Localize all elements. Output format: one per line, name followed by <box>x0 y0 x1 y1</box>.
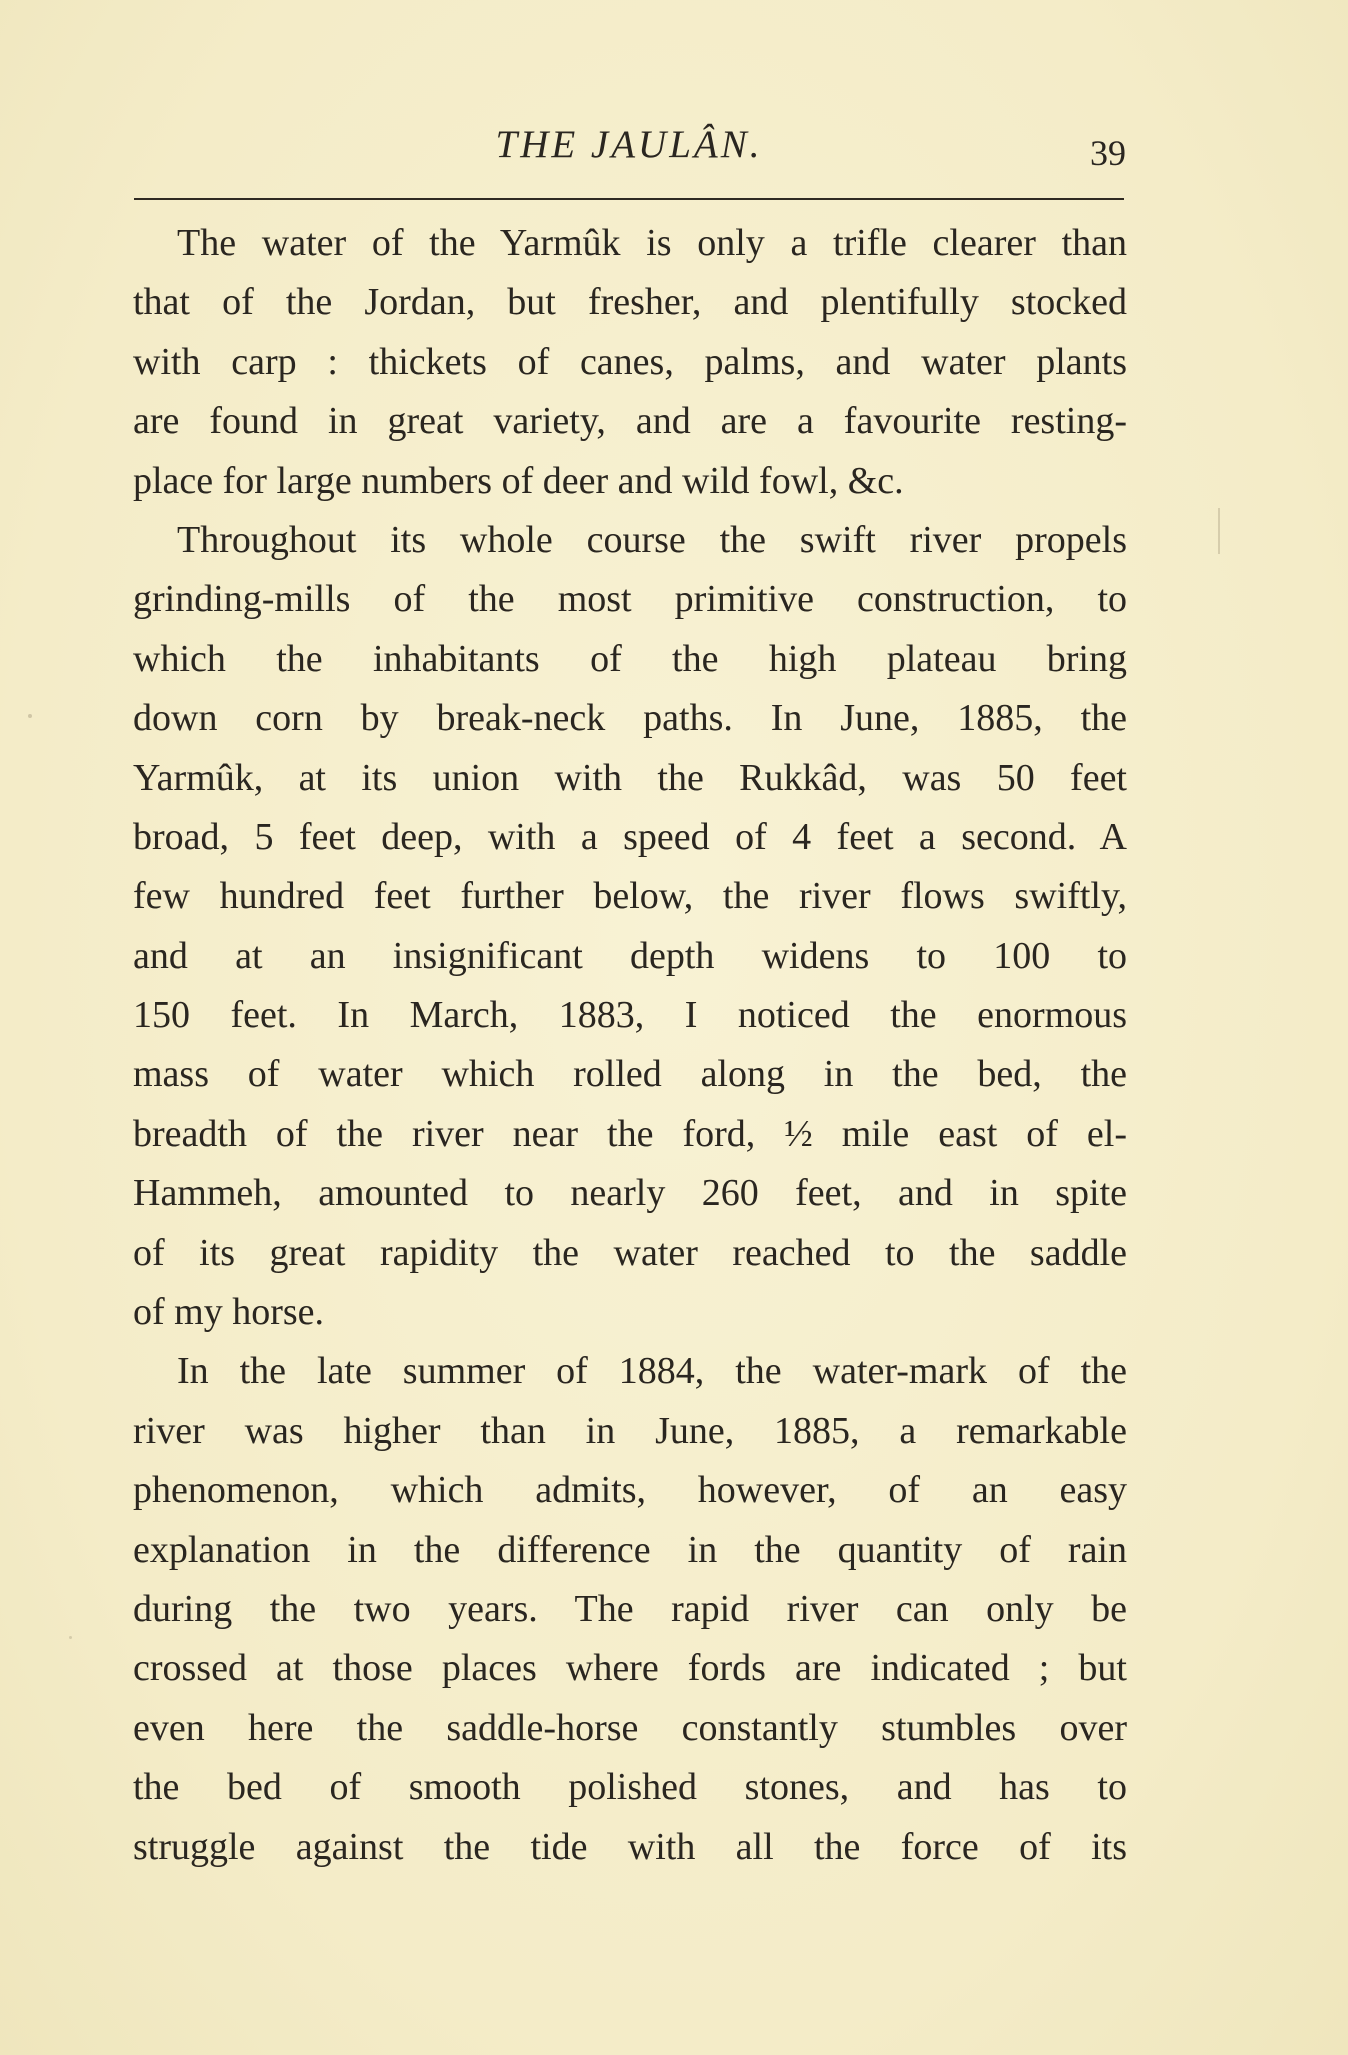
text-line: which the inhabitants of the high plateau bring <box>133 637 1127 680</box>
text-line: during the two years. The rapid river can only be <box>133 1587 1127 1630</box>
text-line: Yarmûk, at its union with the Rukkâd, was 50 feet <box>133 756 1127 799</box>
paragraph-3 <box>133 1342 1127 1877</box>
text-line: Hammeh, amounted to nearly 260 feet, and in spite <box>133 1172 1127 1215</box>
text-line: the bed of smooth polished stones, and has to <box>133 1766 1127 1809</box>
text-line: phenomenon, which admits, however, of an easy <box>133 1469 1127 1512</box>
running-head <box>132 118 1126 173</box>
text-line: Throughout its whole course the swift river propels <box>177 518 1127 561</box>
text-line: In the late summer of 1884, the water-mark of the <box>177 1350 1127 1393</box>
text-line: of its great rapidity the water reached to the saddle <box>133 1231 1127 1274</box>
margin-speck <box>69 1636 72 1639</box>
paragraph-1 <box>133 214 1127 511</box>
text-line: struggle against the tide with all the force of its <box>133 1825 1127 1868</box>
text-line: that of the Jordan, but fresher, and plentifully stocked <box>133 281 1127 324</box>
text-line: down corn by break-neck paths. In June, 1885, the <box>133 697 1127 740</box>
margin-speck <box>1218 508 1220 554</box>
text-line: with carp : thickets of canes, palms, and water plants <box>133 340 1127 383</box>
margin-speck <box>28 714 32 718</box>
text-line: and at an insignificant depth widens to 100 to <box>133 934 1127 977</box>
paragraph-2 <box>133 511 1127 1342</box>
text-line: mass of water which rolled along in the bed, the <box>133 1053 1127 1096</box>
text-line: of my horse. <box>133 1291 325 1334</box>
text-line: even here the saddle-horse constantly stumbles over <box>133 1706 1127 1749</box>
text-line: explanation in the difference in the quantity of rain <box>133 1528 1127 1571</box>
text-line: grinding-mills of the most primitive construction, to <box>133 578 1127 621</box>
text-line: breadth of the river near the ford, ½ mile east of el- <box>133 1112 1127 1155</box>
text-line: crossed at those places where fords are indicated ; but <box>133 1647 1127 1690</box>
text-line: The water of the Yarmûk is only a trifle clearer than <box>177 222 1127 264</box>
page-number: 39 <box>1090 133 1126 173</box>
text-line: 150 feet. In March, 1883, I noticed the enormous <box>133 994 1127 1037</box>
text-line: river was higher than in June, 1885, a remarkable <box>133 1409 1127 1452</box>
text-line: few hundred feet further below, the river flows swiftly, <box>133 875 1127 918</box>
body-text <box>133 214 1127 1877</box>
text-line: broad, 5 feet deep, with a speed of 4 feet a second. A <box>133 815 1127 858</box>
running-title: THE JAULÂN. <box>495 123 763 166</box>
text-line: place for large numbers of deer and wild fowl, &c. <box>133 459 904 502</box>
text-line: are found in great variety, and are a favourite resting- <box>133 400 1127 443</box>
header-rule <box>134 198 1124 200</box>
